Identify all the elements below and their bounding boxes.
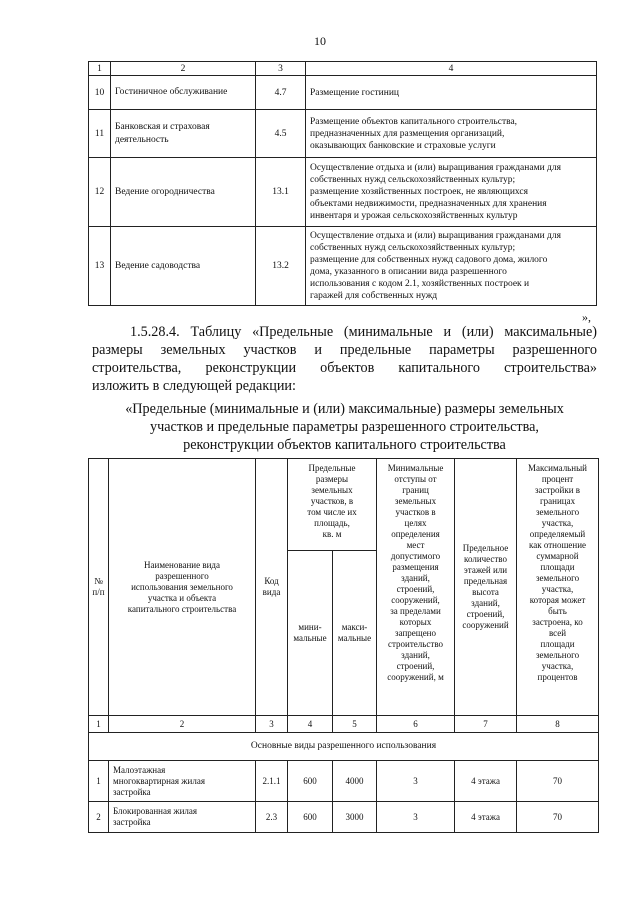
text-line: Осуществление отдыха и (или) выращивания гражданами для xyxy=(310,163,561,173)
header-line: строений, xyxy=(466,609,505,619)
header-line: быть xyxy=(548,606,567,616)
table-header-row xyxy=(89,62,597,76)
section-row xyxy=(89,733,599,761)
header-line: участков в xyxy=(395,507,436,517)
table-row xyxy=(89,802,599,833)
header-line: использования земельного xyxy=(131,581,233,592)
header-area xyxy=(288,459,377,551)
header-line: участка, xyxy=(541,661,574,671)
header-line: сооружений xyxy=(462,620,509,630)
max-area: 4000 xyxy=(333,761,377,802)
header-line: целях xyxy=(404,518,427,528)
column-number-row xyxy=(89,716,599,733)
text-line: Блокированная жилая xyxy=(113,806,198,816)
header-line: мест xyxy=(406,540,425,550)
table-header-row xyxy=(89,459,599,551)
header-min xyxy=(288,551,333,716)
text-line: инвентаря и урожая сельскохозяйственных культур xyxy=(310,211,518,221)
header-name xyxy=(109,459,256,716)
column-number: 4 xyxy=(306,62,597,76)
header-line: сооружений, м xyxy=(387,672,444,682)
header-line: зданий, xyxy=(401,573,430,583)
row-number: 11 xyxy=(89,110,111,158)
header-line: застройки в xyxy=(534,485,581,495)
paragraph-line: размеры земельных участков и предельные параметры разрешенного xyxy=(92,342,597,358)
text-line: Малоэтажная xyxy=(113,764,166,775)
section-title: Основные виды разрешенного использования xyxy=(89,733,599,761)
text-line: деятельность xyxy=(115,134,169,145)
column-number: 6 xyxy=(377,716,455,733)
header-line: п/п xyxy=(92,587,105,597)
header-line: строений, xyxy=(396,584,435,594)
header-line: земельного xyxy=(535,650,580,660)
use-type-code: 2.1.1 xyxy=(256,761,288,802)
header-line: земельного xyxy=(535,573,580,583)
header-line: за пределами xyxy=(390,606,441,616)
header-line: запрещено xyxy=(395,628,436,638)
column-number: 5 xyxy=(333,716,377,733)
header-line: том числе их xyxy=(307,507,357,517)
header-line: мини- xyxy=(298,622,322,632)
header-line: земельных xyxy=(394,496,437,506)
use-type-name xyxy=(111,110,256,158)
text-line: дома, указанного в описании вида разрешенного xyxy=(310,267,507,277)
header-line: зданий, xyxy=(471,598,500,608)
heading-line: участков и предельные параметры разрешенного строительства, xyxy=(150,419,539,435)
column-number: 3 xyxy=(256,716,288,733)
header-line: этажей или xyxy=(463,565,508,575)
text-line: собственных нужд сельскохозяйственных культур; xyxy=(310,175,516,185)
text-line: многоквартирная жилая xyxy=(113,775,205,786)
header-line: всей xyxy=(548,628,567,638)
header-line: процент xyxy=(541,474,574,484)
header-line: сооружений, xyxy=(391,595,440,605)
text-line: застройка xyxy=(113,817,151,827)
table-row xyxy=(89,76,597,110)
page-number: 10 xyxy=(314,34,326,48)
text-line: Размещение объектов капитального строительства, xyxy=(310,116,518,127)
header-line: определяемый xyxy=(529,529,586,539)
header-line: строительство xyxy=(388,639,444,649)
max-area: 3000 xyxy=(333,802,377,833)
header-line: участка, xyxy=(541,584,574,594)
header-line: застроена, ко xyxy=(532,617,583,627)
text-line: застройка xyxy=(113,786,151,797)
header-line: мальные xyxy=(337,633,372,643)
header-line: допустимого xyxy=(390,551,441,561)
table-row xyxy=(89,761,599,802)
column-number: 2 xyxy=(109,716,256,733)
header-line: как отношение xyxy=(528,540,587,550)
column-number: 1 xyxy=(89,62,111,76)
max-floors: 4 этажа xyxy=(455,761,517,802)
use-type-code: 4.5 xyxy=(256,110,306,158)
header-line: Наименование вида xyxy=(144,559,220,570)
table-row xyxy=(89,158,597,227)
min-area: 600 xyxy=(288,802,333,833)
header-line: вида xyxy=(262,587,281,597)
header-line: макси- xyxy=(341,622,368,632)
header-line: площади xyxy=(540,562,575,572)
header-line: Максимальный xyxy=(528,463,587,473)
use-type-name xyxy=(109,761,256,802)
header-line: строений, xyxy=(396,661,435,671)
table-row xyxy=(89,110,597,158)
header-line: разрешенного xyxy=(155,570,209,581)
header-line: размещения xyxy=(392,562,439,572)
header-line: предельная xyxy=(463,576,508,586)
header-line: Предельное xyxy=(462,543,509,553)
column-number: 7 xyxy=(455,716,517,733)
paragraph-line: строительства, реконструкции объектов капитального строительства» xyxy=(92,360,597,376)
header-max xyxy=(333,551,377,716)
header-line: Предельные xyxy=(308,463,356,473)
text-line: использования с кодом 2.1, хозяйственных построек и xyxy=(310,279,530,289)
use-type-description xyxy=(306,158,597,227)
header-line: Минимальные xyxy=(387,463,444,473)
column-number: 4 xyxy=(288,716,333,733)
header-floors xyxy=(455,459,517,716)
header-line: участка и объекта xyxy=(147,592,217,603)
use-type-code: 2.3 xyxy=(256,802,288,833)
use-type-description xyxy=(306,110,597,158)
column-number: 3 xyxy=(256,62,306,76)
header-line: размеры xyxy=(315,474,349,484)
header-line: количество xyxy=(464,554,507,564)
header-line: участков, в xyxy=(310,496,354,506)
header-line: процентов xyxy=(537,672,578,682)
use-type-code: 4.7 xyxy=(256,76,306,110)
parameters-table xyxy=(88,458,599,833)
row-number: 13 xyxy=(89,227,111,306)
min-area: 600 xyxy=(288,761,333,802)
min-setback: 3 xyxy=(377,761,455,802)
header-line: № xyxy=(94,576,103,586)
header-line: суммарной xyxy=(536,551,579,561)
header-line: границах xyxy=(539,496,576,506)
use-type-name: Ведение садоводства xyxy=(111,227,256,306)
header-line: зданий, xyxy=(401,650,430,660)
use-type-code: 13.1 xyxy=(256,158,306,227)
header-line: площади xyxy=(540,639,575,649)
text-line: Осуществление отдыха и (или) выращивания гражданами для xyxy=(310,231,561,241)
text-line: гаражей для собственных нужд xyxy=(310,291,438,301)
header-line: Код xyxy=(264,576,279,586)
text-line: собственных нужд сельскохозяйственных культур; xyxy=(310,243,516,253)
header-line: определения xyxy=(391,529,440,539)
column-number: 8 xyxy=(517,716,599,733)
use-type-description: Размещение гостиниц xyxy=(306,76,597,110)
heading-line: реконструкции объектов капитального строительства xyxy=(183,437,506,453)
header-line: границ xyxy=(402,485,429,495)
row-number: 12 xyxy=(89,158,111,227)
closing-quote: », xyxy=(582,310,591,324)
header-line: капитального строительства xyxy=(127,603,237,614)
text-line: предназначенных для размещения организаций, xyxy=(310,128,505,139)
header-line: отступы от xyxy=(394,474,437,484)
header-line: кв. м xyxy=(322,529,342,539)
use-type-name: Гостиничное обслуживание xyxy=(111,76,256,110)
column-number: 1 xyxy=(89,716,109,733)
use-type-code: 13.2 xyxy=(256,227,306,306)
max-coverage: 70 xyxy=(517,761,599,802)
amendment-paragraph xyxy=(92,323,597,395)
min-setback: 3 xyxy=(377,802,455,833)
text-line: Банковская и страховая xyxy=(115,122,210,132)
paragraph-line: изложить в следующей редакции: xyxy=(92,378,296,394)
header-setback xyxy=(377,459,455,716)
header-line: участка, xyxy=(541,518,574,528)
text-line: размещение для собственных нужд садового дома, жилого xyxy=(310,255,548,265)
header-coverage xyxy=(517,459,599,716)
header-line: которая может xyxy=(529,595,586,605)
use-type-name xyxy=(109,802,256,833)
max-floors: 4 этажа xyxy=(455,802,517,833)
max-coverage: 70 xyxy=(517,802,599,833)
header-line: площадь, xyxy=(314,518,350,528)
text-line: оказывающих банковские и страховые услуги xyxy=(310,140,496,151)
table-row xyxy=(89,227,597,306)
header-line: которых xyxy=(399,617,432,627)
header-line: мальные xyxy=(293,633,327,643)
text-line: объектами недвижимости, предназначенных для хранения xyxy=(310,199,547,209)
row-number: 2 xyxy=(89,802,109,833)
heading-line: «Предельные (минимальные и (или) максимальные) размеры земельных xyxy=(125,401,564,417)
header-line: земельного xyxy=(535,507,580,517)
header-num xyxy=(89,459,109,716)
use-type-description xyxy=(306,227,597,306)
land-use-types-table xyxy=(88,61,597,306)
paragraph-line: 1.5.28.4. Таблицу «Предельные (минимальные и (или) максимальные) xyxy=(130,324,597,340)
row-number: 10 xyxy=(89,76,111,110)
row-number: 1 xyxy=(89,761,109,802)
header-line: земельных xyxy=(311,485,353,495)
header-code xyxy=(256,459,288,716)
table-heading xyxy=(92,400,597,454)
header-line: высота xyxy=(472,587,499,597)
use-type-name: Ведение огородничества xyxy=(111,158,256,227)
text-line: размещение хозяйственных построек, не являющихся xyxy=(310,187,528,197)
column-number: 2 xyxy=(111,62,256,76)
